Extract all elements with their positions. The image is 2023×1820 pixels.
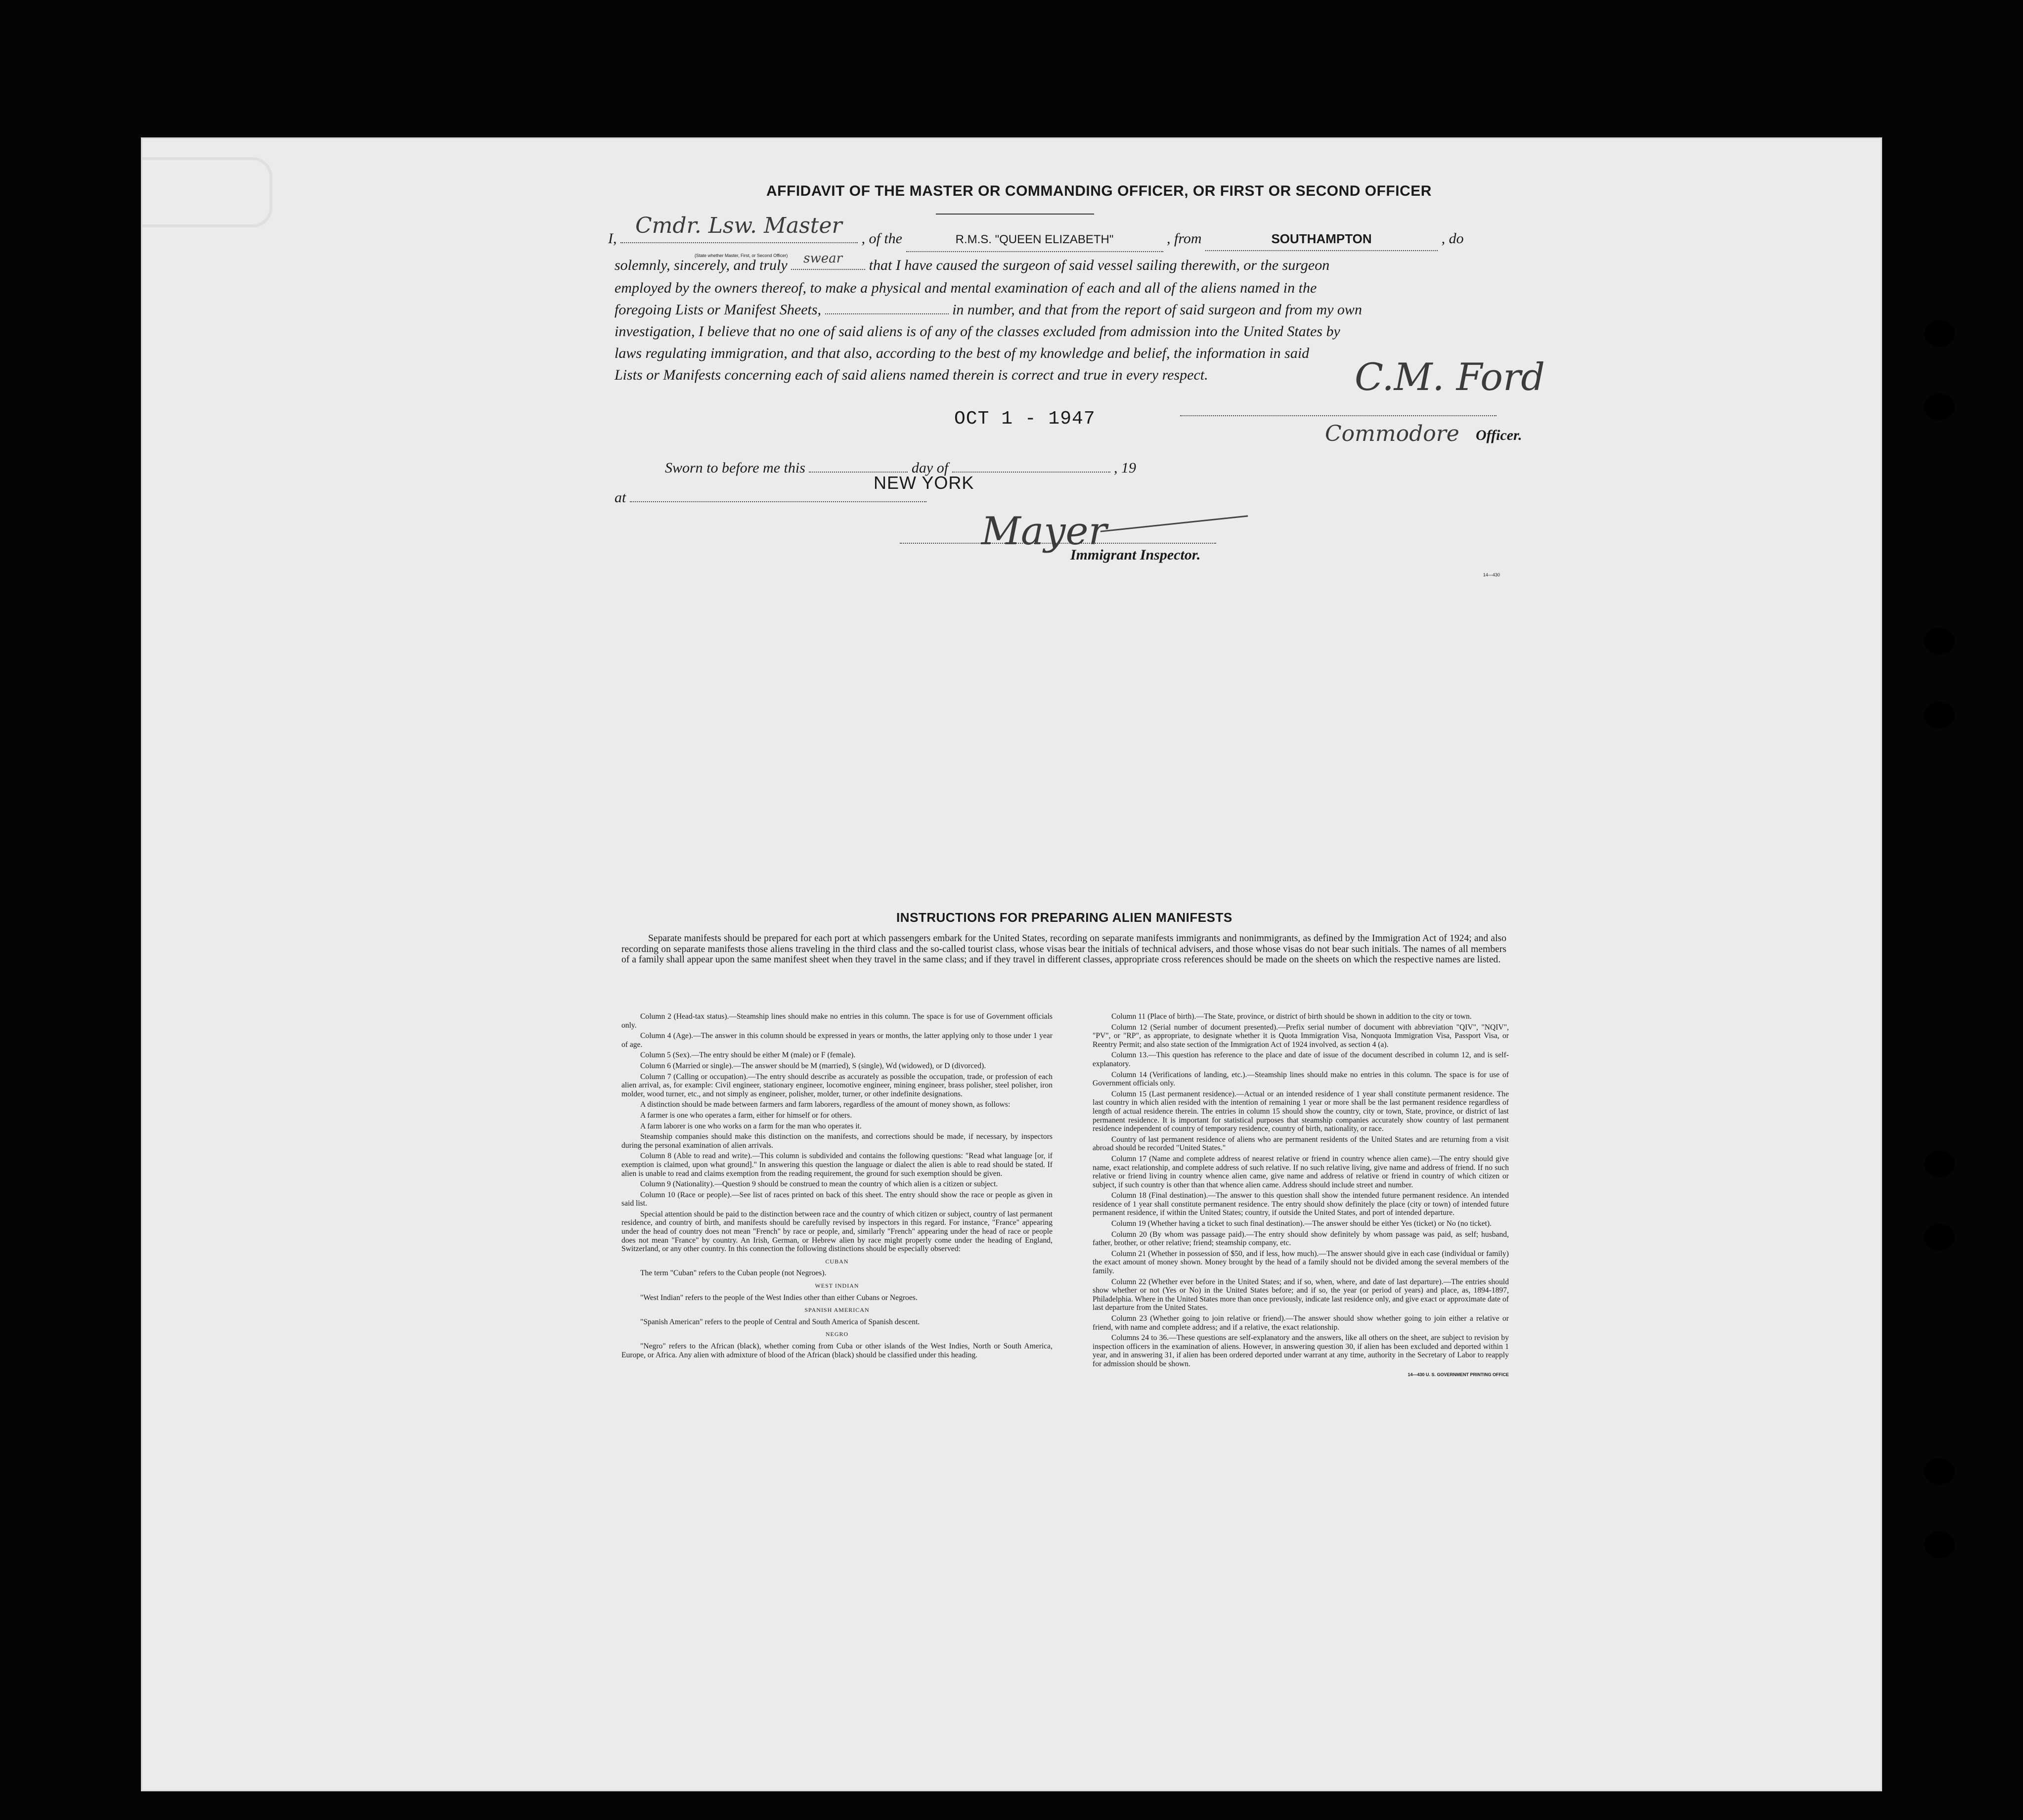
right-para: Column 14 (Verifications of landing, etc.).—Steamship lines should make no entries in this column. The space is for use of Government officials only. xyxy=(1093,1070,1509,1088)
west-indian-heading: WEST INDIAN xyxy=(815,1282,859,1290)
left-para: Steamship companies should make this distinction on the manifests, and corrections should be made, if necessary, by inspectors during the personal examination of alien arrivals. xyxy=(621,1132,1053,1150)
sworn-start: Sworn to before me this xyxy=(665,460,805,476)
negro-text: "Negro" refers to the African (black), whether coming from Cuba or other islands of the West Indies, North or South America, Europe, or Africa. Any alien with admixture of blood of the African (black) should be classified under this heading. xyxy=(621,1342,1053,1359)
right-para: Column 17 (Name and complete address of nearest relative or friend in country whence alien came).—The entry should give name, exact relationship, and complete address of such relative. If no such relative living, give name and address of friend. If no such relative or friend living in country whence alien came, give name and address of relative or friend in country of which citizen or subject, if such country is other than that whence alien came. Address should include street and number. xyxy=(1093,1154,1509,1189)
left-para: Column 6 (Married or single).—The answer should be M (married), S (single), Wd (widowed), or D (divorced). xyxy=(640,1061,986,1070)
left-para: A farmer is one who operates a farm, either for himself or for others. xyxy=(640,1111,852,1120)
instructions-right-column xyxy=(1093,1012,1509,1379)
manifest-sheet xyxy=(141,137,1882,1791)
affidavit-line-4 xyxy=(615,299,1362,321)
inspector-signature: Mayer xyxy=(981,509,1107,554)
inspector-label: Immigrant Inspector. xyxy=(1070,547,1201,563)
swear-handwriting: swear xyxy=(803,251,843,266)
cuban-heading: CUBAN xyxy=(825,1257,849,1265)
right-para: Column 22 (Whether ever before in the United States; and if so, when, where, and date of last departure).—The entries should show whether or not (Yes or No) in the United States before; and if so, the year (or period of years) and place, as, 1894-1897, Philadelphia. Where in the United States more than once previously, indicate last residence only, and give exact or approximate date of last departure from the United States. xyxy=(1093,1277,1509,1312)
place-field xyxy=(630,501,926,502)
line-2-start: solemnly, sincerely, and truly xyxy=(615,257,788,273)
left-para: Column 7 (Calling or occupation).—The entry should describe as accurately as possible the occupation, trade, or profession of each alien arrival, as, for example: Civil engineer, stationary engineer, locomotive engineer, mining engineer, brass polisher, steel polisher, iron molder, wood turner, etc., and not simply as engineer, polisher, molder, turner, or other indefinite designations. xyxy=(621,1072,1053,1098)
right-para: Column 20 (By whom was passage paid).—The entry should show definitely by whom passage was paid, as self; husband, father, brother, or other relative; friend; steamship company, etc. xyxy=(1093,1230,1509,1248)
punch-hole xyxy=(1924,320,1955,347)
bleed-through-mark xyxy=(141,157,272,227)
line-4-start: foregoing Lists or Manifest Sheets, xyxy=(615,302,822,318)
spanish-american-text: "Spanish American" refers to the people of Central and South America of Spanish descent. xyxy=(640,1317,920,1326)
officer-name-field xyxy=(620,213,858,258)
right-para: Columns 24 to 36.—These questions are self-explanatory and the answers, like all others on the sheet, are subject to revision by inspection officers in the examination of aliens. However, in answering question 30, if alien has been excluded and deported within 1 year, and in answering 31, if alien has been ordered deported under warrant at any time, authority in the Secretary of Labor to reapply for admission should be shown. xyxy=(1093,1334,1509,1368)
sworn-year: , 19 xyxy=(1114,460,1137,476)
sworn-day-of: day of xyxy=(911,460,949,476)
word-at: at xyxy=(615,489,626,506)
officer-name-handwriting: Cmdr. Lsw. Master xyxy=(635,213,842,238)
word-do: , do xyxy=(1441,230,1464,247)
officer-signature: C.M. Ford xyxy=(1355,355,1545,399)
date-stamp: OCT 1 - 1947 xyxy=(954,408,1096,430)
swear-field xyxy=(791,251,865,270)
right-para: Column 21 (Whether in possession of $50, and if less, how much).—The answer should give in each case (individual or family) the exact amount of money shown. Money brought by the head of a family should not be divided among the several members of the family. xyxy=(1093,1249,1509,1276)
port-field xyxy=(1205,227,1438,251)
left-para: Column 10 (Race or people).—See list of races printed on back of this sheet. The entry should show the race or people as given in said list. xyxy=(621,1190,1053,1208)
officer-label: Officer. xyxy=(1476,427,1522,443)
sworn-month-field xyxy=(952,472,1110,473)
left-para: Column 9 (Nationality).—Question 9 should be construed to mean the country of which alien is a citizen or subject. xyxy=(640,1180,998,1189)
right-para: Column 15 (Last permanent residence).—Actual or an intended residence of 1 year shall constitute permanent residence. The last country in which alien resided with the intention of remaining 1 year or more shall be the last permanent residence regardless of length of actual residence therein. The entries in column 15 should show the country, city or town, State, province, or district of last permanent residence. It is important for statistical purposes that steamship companies accurately show country of last permanent residence independent of country of temporary residence, country of birth, nationality, or race. xyxy=(1093,1089,1509,1133)
punch-hole xyxy=(1924,1151,1955,1177)
instructions-title: INSTRUCTIONS FOR PREPARING ALIEN MANIFESTS xyxy=(896,910,1232,925)
punch-hole xyxy=(1924,1531,1955,1558)
left-para: Column 2 (Head-tax status).—Steamship lines should make no entries in this column. The space is for use of Government officials only. xyxy=(621,1012,1053,1030)
affidavit-line-2 xyxy=(615,251,1330,277)
line-2-end: that I have caused the surgeon of said vessel sailing therewith, or the surgeon xyxy=(869,257,1330,273)
punch-hole xyxy=(1924,628,1955,654)
affidavit-line-6: laws regulating immigration, and that also, according to the best of my knowledge and belief, the information in said xyxy=(615,345,1310,361)
affidavit-line-1 xyxy=(608,213,1464,258)
officer-signature-line xyxy=(1180,415,1496,416)
affidavit-line-7: Lists or Manifests concerning each of said aliens named therein is correct and true in every respect. xyxy=(615,367,1208,383)
left-para: A distinction should be made between farmers and farm laborers, regardless of the amount of money shown, as follows: xyxy=(640,1100,1011,1109)
line-4-end: in number, and that from the report of said surgeon and from my own xyxy=(952,302,1362,318)
right-para: Column 19 (Whether having a ticket to such final destination).—The answer should be either Yes (ticket) or No (no ticket). xyxy=(1111,1219,1492,1228)
footer-printing-office: 14—430 U. S. GOVERNMENT PRINTING OFFICE xyxy=(1407,1372,1509,1377)
inspector-signature-flourish xyxy=(1100,515,1248,532)
right-para: Column 23 (Whether going to join relative or friend).—The answer should show whether going to join either a relative or friend, with name and complete address; and if a relative, the exact relationship. xyxy=(1093,1314,1509,1332)
place-stamp: NEW YORK xyxy=(874,473,974,493)
right-para: Column 11 (Place of birth).—The State, province, or district of birth should be shown in addition to the city or town. xyxy=(1111,1012,1472,1021)
officer-rank-hint: (State whether Master, First, or Second Officer) xyxy=(695,253,788,258)
affidavit-title: AFFIDAVIT OF THE MASTER OR COMMANDING OFFICER, OR FIRST OR SECOND OFFICER xyxy=(766,183,1432,199)
word-i: I, xyxy=(608,230,617,247)
left-para: Special attention should be paid to the distinction between race and the country of which citizen or subject, country of last permanent residence, and country of birth, and manifests should be carefully revised by inspectors in this regard. For instance, "France" appearing under the head of country does not mean "French" by race or people, and, similarly "French" appearing under the head of race or people does not mean "France" by country. An Irish, German, or Hebrew alien by race might properly come under the heading of England, Switzerland, or any other country. In this connection the following distinctions should be especially observed: xyxy=(621,1210,1053,1254)
intro-text: Separate manifests should be prepared for each port at which passengers embark for the United States, recording on separate manifests immigrants and nonimmigrants, as defined by the Immigration Act of 1924; and also recording on separate manifests those aliens traveling in the third class and the so-called tourist class, whose visas bear the initials of technical advisers, and those whose visas do not bear such initials. The names of all members of a family shall appear upon the same manifest sheet when they travel in the same class; and if they travel in different classes, appropriate cross references should be made on the sheets on which the respective names are listed. xyxy=(621,933,1506,965)
officer-title-handwriting: Commodore xyxy=(1325,421,1459,446)
left-para: Column 4 (Age).—The answer in this column should be expressed in years or months, the latter applying only to those under 1 year of age. xyxy=(621,1032,1053,1049)
instructions-intro xyxy=(621,933,1506,965)
west-indian-text: "West Indian" refers to the people of the West Indies other than either Cubans or Negroes. xyxy=(640,1293,918,1302)
count-field xyxy=(825,313,949,314)
left-para: Column 5 (Sex).—The entry should be either M (male) or F (female). xyxy=(640,1051,856,1060)
word-of-the: , of the xyxy=(861,230,902,247)
affidavit-line-5: investigation, I believe that no one of said aliens is of any of the classes excluded from admission into the United States by xyxy=(615,323,1340,340)
punch-hole xyxy=(1924,1224,1955,1251)
vessel-field xyxy=(906,227,1163,252)
left-para: Column 8 (Able to read and write).—This column is subdivided and contains the following questions: "Read what language [or, if exemption is claimed, upon what ground]." In answering this question the language or dialect the alien is able to read should be stated. If alien is unable to read and claims exemption from the reading requirement, the ground for such exemption should be given. xyxy=(621,1152,1053,1178)
right-para: Country of last permanent residence of aliens who are permanent residents of the United States and are returning from a visit abroad should be recorded "United States." xyxy=(1093,1135,1509,1153)
punch-hole xyxy=(1924,393,1955,420)
word-from: , from xyxy=(1167,230,1202,247)
right-para: Column 13.—This question has reference to the place and date of issue of the document described in column 12, and is self-explanatory. xyxy=(1093,1051,1509,1068)
vessel-name: R.M.S. "QUEEN ELIZABETH" xyxy=(955,233,1114,246)
cuban-text: The term "Cuban" refers to the Cuban people (not Negroes). xyxy=(640,1269,827,1278)
left-para: A farm laborer is one who works on a farm for the man who operates it. xyxy=(640,1122,862,1130)
form-number-top: 14—430 xyxy=(1483,572,1500,577)
title-rule xyxy=(936,214,1094,215)
spanish-american-heading: SPANISH AMERICAN xyxy=(804,1306,870,1314)
negro-heading: NEGRO xyxy=(825,1331,849,1338)
punch-hole xyxy=(1924,702,1955,729)
port-from: SOUTHAMPTON xyxy=(1271,231,1372,246)
affidavit-line-3: employed by the owners thereof, to make a physical and mental examination of each and all of the aliens named in the xyxy=(615,280,1317,296)
punch-hole xyxy=(1924,1458,1955,1485)
right-para: Column 12 (Serial number of document presented).—Prefix serial number of document with abbreviation "QIV", "NQIV", "PV", or "RP", as appropriate, to designate whether it is Quota Immigration Visa, Nonquota Immigration Visa, Passport Visa, or Reentry Permit; and also state section of the Immigration Act of 1924 involved, as section 4 (a). xyxy=(1093,1023,1509,1049)
instructions-left-column xyxy=(621,1012,1053,1361)
right-para: Column 18 (Final destination).—The answer to this question shall show the intended future permanent residence. An intended residence of 1 year shall constitute permanent residence. The entry should show definitely the place (city or town) of intended future permanent residence, if within the United States; country, if outside the United States, and port of intended departure. xyxy=(1093,1191,1509,1217)
